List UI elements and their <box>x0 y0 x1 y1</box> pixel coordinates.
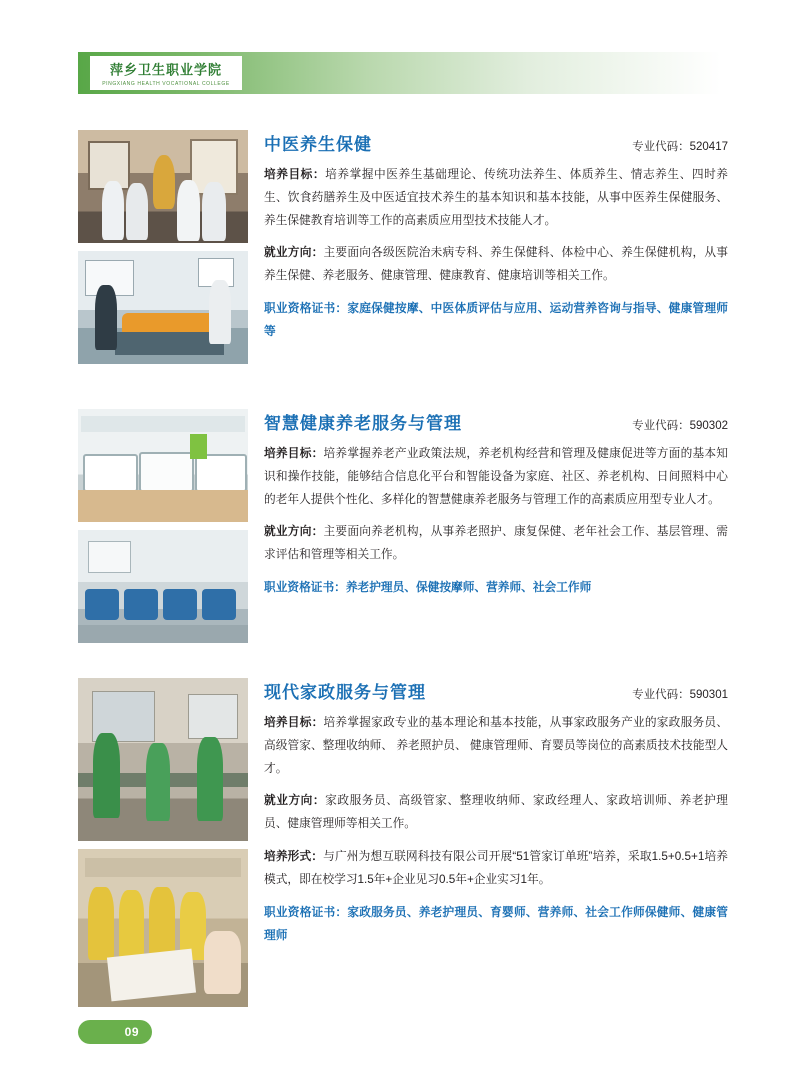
text-column <box>264 130 728 344</box>
major-title: 智慧健康养老服务与管理 <box>264 414 462 433</box>
major-code: 专业代码：590301 <box>632 689 728 701</box>
major-photo <box>78 251 248 364</box>
page-number: 09 <box>124 1025 139 1039</box>
section-text: 与广州为想互联网科技有限公司开展“51管家订单班”培养，采取1.5+0.5+1培养模式，即在校学习1.5年+企业见习0.5年+企业实习1年。 <box>264 850 728 886</box>
major-photo <box>78 130 248 243</box>
section-text: 家庭保健按摩、中医体质评估与应用、运动营养咨询与指导、健康管理师等 <box>264 302 728 338</box>
section-label: 培养形式： <box>264 850 324 864</box>
major-section <box>264 443 728 511</box>
major-photo <box>78 530 248 643</box>
section-label: 培养目标： <box>264 447 324 460</box>
major-title-row <box>264 678 728 703</box>
text-column <box>264 409 728 600</box>
page-number-badge <box>78 1020 152 1044</box>
section-label: 培养目标： <box>264 716 324 729</box>
major-title: 现代家政服务与管理 <box>264 683 426 702</box>
major-section <box>264 846 728 892</box>
text-column <box>264 678 728 947</box>
major-section <box>264 902 728 948</box>
section-label: 职业资格证书： <box>264 302 348 316</box>
college-logo-cn: 萍乡卫生职业学院 <box>109 62 222 79</box>
section-text: 培养掌握中医养生基础理论、传统功法养生、体质养生、情志养生、四时养生、饮食药膳养生及中医适宜技术养生的基本知识和基本技能，从事中医养生保健服务、养生保健教育培训等工作的高素质应用型技术技能人才。 <box>264 168 728 227</box>
section-text: 养老护理员、保健按摩师、营养师、社会工作师 <box>345 581 592 595</box>
major-section <box>264 164 728 232</box>
major-title-row <box>264 409 728 434</box>
major-section <box>264 298 728 344</box>
section-text: 主要面向养老机构，从事养老照护、康复保健、老年社会工作、基层管理、需求评估和管理等相关工作。 <box>264 525 728 562</box>
section-label: 就业方向： <box>264 794 326 808</box>
major-title: 中医养生保健 <box>264 135 372 154</box>
major-block <box>78 678 728 1008</box>
section-text: 培养掌握家政专业的基本理论和基本技能，从事家政服务产业的家政服务员、高级管家、整理收纳师、 养老照护员、 健康管理师、育婴员等岗位的高素质技术技能型人才。 <box>264 716 728 775</box>
section-text: 家政服务员、高级管家、整理收纳师、家政经理人、家政培训师、养老护理员、健康管理师等相关工作。 <box>264 794 728 831</box>
section-label: 职业资格证书： <box>264 581 346 595</box>
section-label: 就业方向： <box>264 246 324 260</box>
section-label: 就业方向： <box>264 525 324 539</box>
college-logo <box>90 56 242 90</box>
photo-artwork <box>78 849 248 1007</box>
major-section <box>264 712 728 780</box>
major-section <box>264 790 728 836</box>
photo-artwork <box>78 130 248 243</box>
photo-column <box>78 678 248 1015</box>
photo-artwork <box>78 530 248 643</box>
section-label: 培养目标： <box>264 168 326 181</box>
major-photo <box>78 409 248 522</box>
section-text: 家政服务员、养老护理员、育婴师、营养师、社会工作师保健师、健康管理师 <box>264 905 728 942</box>
section-text: 培养掌握养老产业政策法规，养老机构经营和管理及健康促进等方面的基本知识和操作技能，能够结合信息化平台和智能设备为家庭、社区、养老机构、日间照料中心的老年人提供个性化、多样化的智慧健康养老服务与管理工作的高素质应用型专业人才。 <box>264 447 728 506</box>
section-label: 职业资格证书： <box>264 905 348 919</box>
major-photo <box>78 849 248 1007</box>
college-logo-en: PINGXIANG HEALTH VOCATIONAL COLLEGE <box>102 81 230 87</box>
photo-column <box>78 130 248 372</box>
major-block <box>78 130 728 395</box>
major-section <box>264 521 728 567</box>
photo-artwork <box>78 678 248 841</box>
photo-column <box>78 409 248 651</box>
major-photo <box>78 678 248 841</box>
major-code: 专业代码：590302 <box>632 420 728 432</box>
major-code: 专业代码：520417 <box>632 141 728 153</box>
photo-artwork <box>78 251 248 364</box>
section-text: 主要面向各级医院治未病专科、养生保健科、体检中心、养生保健机构，从事养生保健、养老服务、健康管理、健康教育、健康培训等相关工作。 <box>264 246 728 283</box>
major-title-row <box>264 130 728 155</box>
major-block <box>78 409 728 664</box>
major-section <box>264 577 728 600</box>
page-header <box>78 52 721 94</box>
photo-artwork <box>78 409 248 522</box>
majors-list <box>78 130 728 1022</box>
major-section <box>264 242 728 288</box>
